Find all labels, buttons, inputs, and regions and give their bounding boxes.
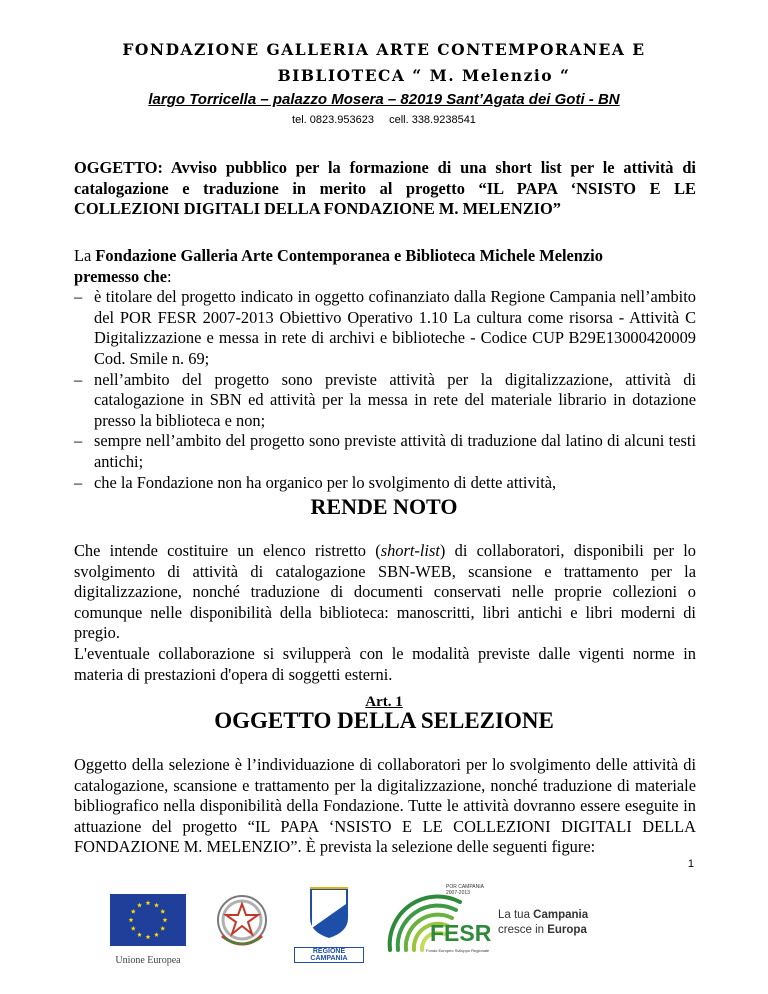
foundation-name: Fondazione Galleria Arte Contemporanea e Biblioteca Michele Melenzio [95,246,603,265]
article-text: Oggetto della selezione è l’individuazione di collaboratori per lo svolgimento delle attività di catalogazione, scansione e trattamento per la digitalizzazione, nonché traduzione di materiale bibliografico nella disponibilità della Fondazione. Tutte le attività dovranno essere eseguite in attuazione del progetto “IL PAPA ‘NSISTO E LE COLLEZIONI DIGITALI DELLA FONDAZIONE M. MELENZIO”. È prevista la selezione delle seguenti figure: [74,755,696,857]
header-title-line1: FONDAZIONE GALLERIA ARTE CONTEMPORANEA E [122,40,646,59]
short-list-term: short-list [380,541,440,560]
fesr-logo [382,880,492,960]
footer-logos [0,880,768,966]
rende-noto-paragraph2: L'eventuale collaborazione si svilupperà con le modalità previste dalle vigenti norme in materia di prestazioni d'opera di soggetti esterni. [74,643,696,684]
rende-noto-body [74,541,696,685]
premesso-line [74,267,696,288]
slogan-line2 [498,923,618,938]
article-heading: OGGETTO DELLA SELEZIONE [214,708,554,733]
fesr-wordmark: FESR [430,920,492,946]
premise-text: sempre nell’ambito del progetto sono previste attività di traduzione dal latino di alcuni testi antichi; [94,431,696,471]
article-label: Art. 1 [365,694,403,710]
intro-prefix: La [74,246,96,265]
header-title-line2: BIBLIOTECA “ M. Melenzio “ [277,66,571,85]
p1-part-a: Che intende costituire un elenco ristretto ( [74,541,381,560]
premise-text: è titolare del progetto indicato in oggetto cofinanziato dalla Regione Campania nell’ambito del POR FESR 2007-2013 Obiettivo Operativo 1.10 La cultura come risorsa - Attività C Digitalizzazione e messa in rete di archivi e biblioteche - Codice CUP B29E13000420009 Cod. Smile n. 69; [94,287,696,368]
header-cell: cell. 338.9238541 [389,114,476,126]
fesr-por-label [446,884,484,896]
slogan-2a: cresce in [498,924,548,936]
italian-republic-emblem [214,886,270,956]
eu-caption: Unione Europea [115,955,181,966]
header-address: largo Torricella – palazzo Mosera – 82019 Sant’Agata dei Goti - BN [148,91,620,108]
list-item [74,287,696,369]
list-item [74,431,696,472]
dash-bullet: – [74,287,83,307]
dash-bullet: – [74,472,83,492]
fesr-small-1: POR CAMPANIA [446,884,484,890]
rende-noto-paragraph1 [74,541,696,644]
slogan-1b: Campania [533,909,589,921]
dash-bullet: – [74,431,83,451]
premise-text: nell’ambito del progetto sono previste attività per la digitalizzazione, attività di catalogazione in SBN ed attività per la messa in rete del materiale librario in dotazione presso la biblioteca e non; [94,369,696,430]
campania-shield-icon [294,884,364,940]
premises-section [74,246,696,493]
list-item [74,370,696,432]
eu-flag-icon [110,894,186,946]
intro-line [74,246,696,267]
slogan [498,908,618,938]
p1-part-b: ) di collaboratori, disponibili per lo svolgimento di attività di catalogazione SBN-WEB, scansione e trattamento per la digitalizzazione, nonché traduzione di documenti conservati nelle proprie collezioni o comunque nelle disponibilità della biblioteca: manoscritti, libri antichi e libri moderni di pregio. [74,541,696,643]
regione-campania-logo [294,884,364,963]
page-number: 1 [687,858,694,870]
premises-list [74,287,696,493]
slogan-line1 [498,908,618,923]
slogan-2b: Europa [547,924,587,936]
premesso-colon: : [167,266,172,286]
slogan-1a: La tua [498,909,534,921]
campania-badge: REGIONE CAMPANIA [294,947,364,963]
dash-bullet: – [74,369,83,389]
eu-logo [110,894,186,966]
premise-text: che la Fondazione non ha organico per lo svolgimento di dette attività, [94,472,557,492]
list-item [74,473,696,494]
star-emblem-icon [214,886,270,956]
header-tel: tel. 0823.953623 [292,114,375,126]
rende-noto-heading: RENDE NOTO [310,494,458,519]
fesr-small-2: 2007-2013 [446,890,470,896]
fesr-subtitle: Fondo Europeo Sviluppo Regionale [426,948,490,953]
header-contacts [0,114,768,126]
premesso-label: premesso che [74,266,168,286]
subject-paragraph: OGGETTO: Avviso pubblico per la formazione di una short list per le attività di catalogazione e traduzione in merito al progetto “IL PAPA ‘NSISTO E LE COLLEZIONI DIGITALI DELLA FONDAZIONE M. MELENZIO” [74,158,696,219]
